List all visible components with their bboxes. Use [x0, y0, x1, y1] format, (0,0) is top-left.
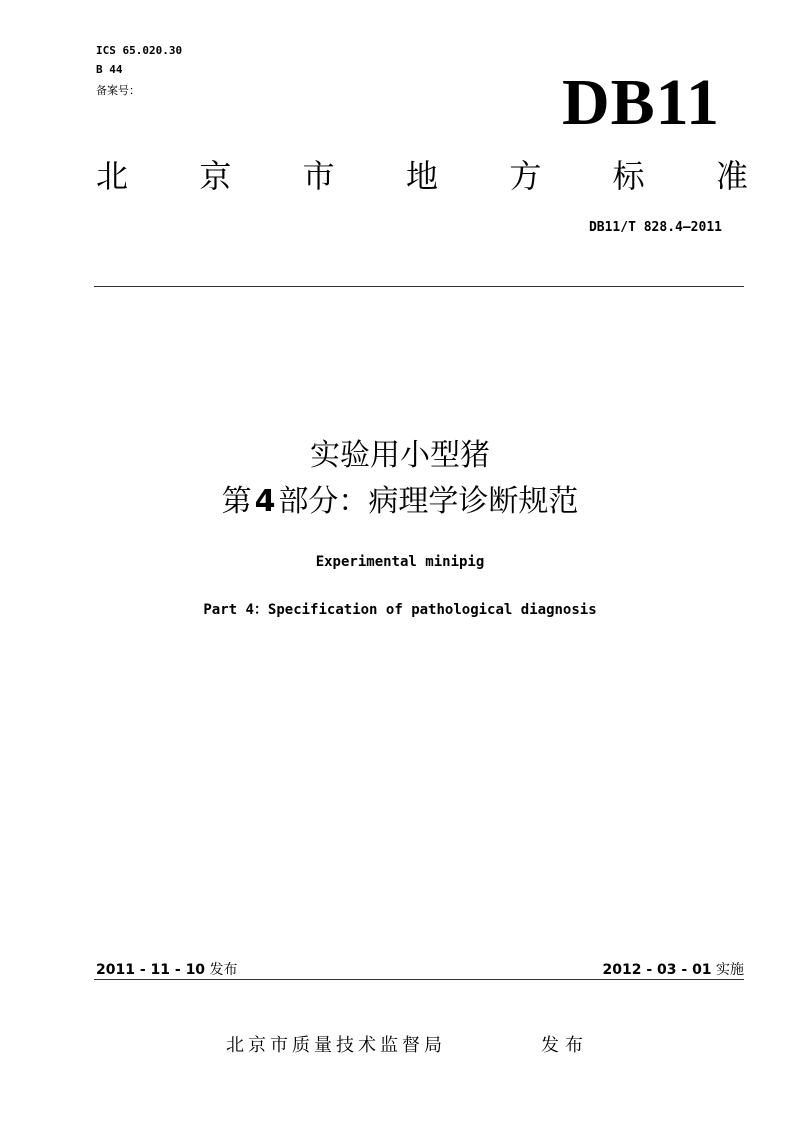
- filing-number-label: 备案号：: [96, 84, 140, 97]
- title-part-prefix: 第: [221, 484, 252, 519]
- issue-date: [96, 962, 238, 978]
- standard-type-char: 准: [715, 157, 748, 195]
- standard-type-char: 北: [96, 157, 129, 195]
- issue-date-value: 2011 - 11 - 10: [96, 962, 206, 978]
- english-title-line-1: Experimental minipig: [315, 554, 485, 570]
- standard-code: DB11: [561, 66, 720, 139]
- ccs-number: B 44: [96, 63, 123, 76]
- ics-number: ICS 65.020.30: [96, 44, 183, 57]
- implement-date: [603, 962, 745, 978]
- standard-type-char: 标: [612, 157, 645, 195]
- implement-date-value: 2012 - 03 - 01: [602, 962, 712, 978]
- standard-type: [96, 158, 748, 194]
- title-line-2: [0, 482, 800, 522]
- title-part-rest: 部分：病理学诊断规范: [278, 484, 579, 519]
- standard-type-char: 地: [405, 157, 438, 195]
- issuing-action: 发布: [541, 1035, 589, 1056]
- standard-type-char: 市: [302, 157, 335, 195]
- issuing-authority: 北京市质量技术监督局: [226, 1035, 446, 1056]
- title-part-number: 4: [254, 484, 276, 519]
- top-divider: [94, 286, 744, 287]
- issue-date-label: 发布: [209, 962, 238, 978]
- english-title-line-2: Part 4：Specification of pathological diagnosis: [203, 602, 597, 618]
- title-line-1: 实验用小型猪: [310, 438, 490, 473]
- standard-type-char: 京: [199, 157, 232, 195]
- standard-number: DB11/T 828.4—2011: [588, 220, 722, 235]
- implement-date-label: 实施: [716, 962, 744, 978]
- standard-type-char: 方: [509, 157, 542, 195]
- bottom-divider: [94, 979, 744, 980]
